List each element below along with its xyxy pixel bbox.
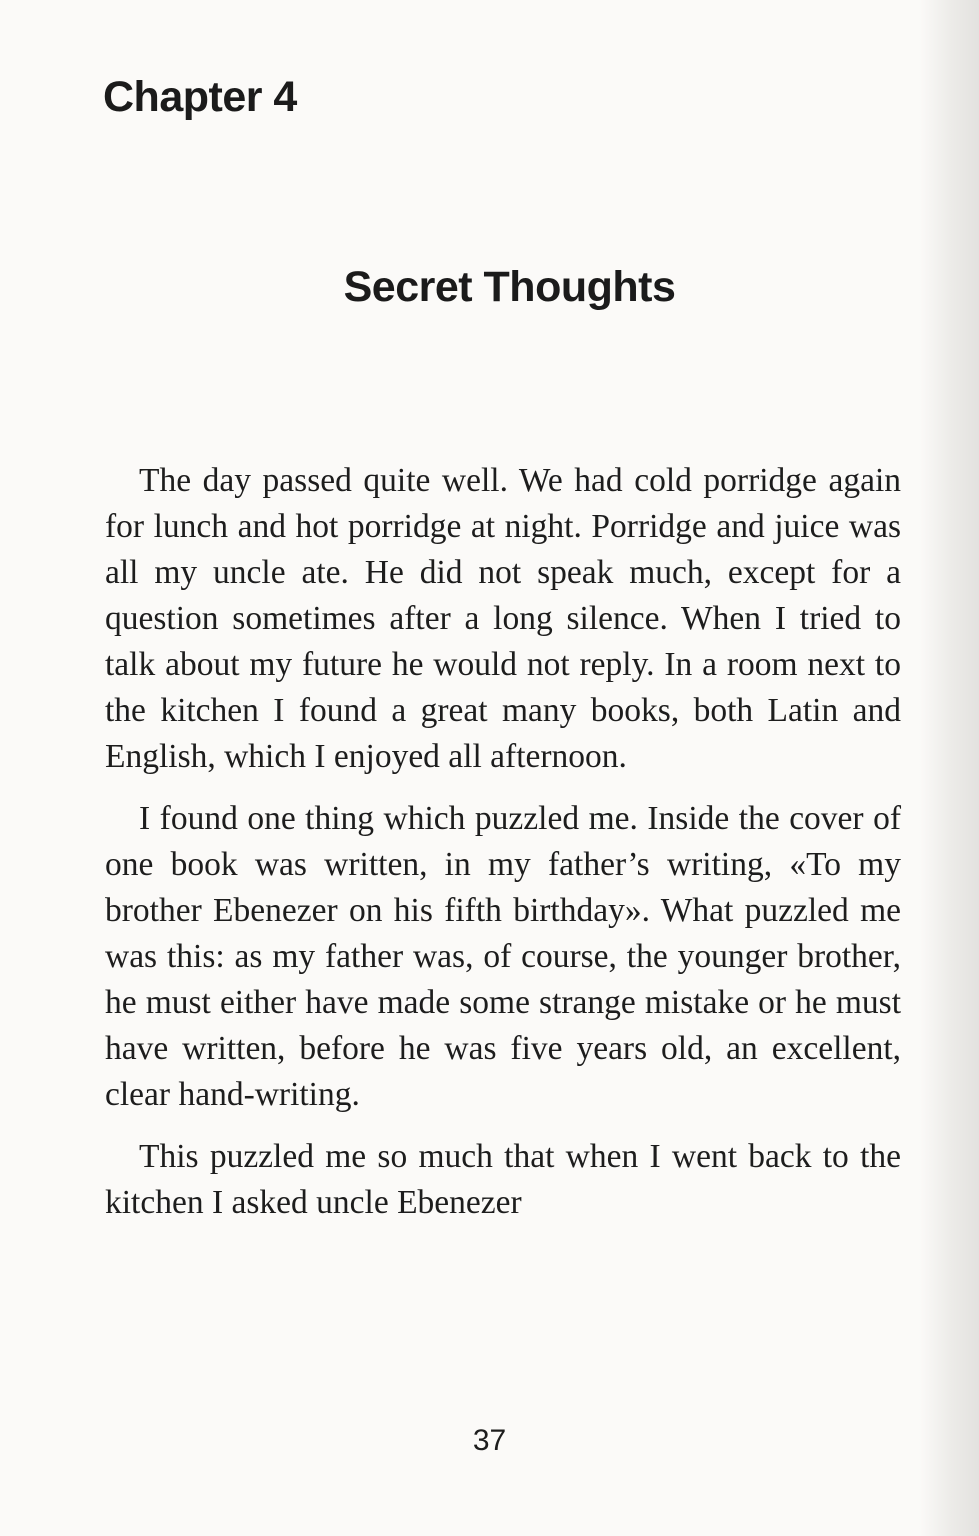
body-text [105,458,901,1242]
chapter-heading: Chapter 4 [103,73,297,121]
paragraph-3: This puzzled me so much that when I went back to the kitchen I asked uncle Ebenezer [105,1138,901,1221]
paragraph-2: I found one thing which puzzled me. Inside the cover of one book was written, in my father’s writing, «To my brother Ebenezer on his fifth birthday». What puzzled me was this: as my father was, of course, the younger brother, he must either have made some strange mistake or he must have written, before he was five years old, an excellent, clear hand-writing. [105,800,901,1113]
chapter-title-text: Secret Thoughts [343,263,676,311]
page-edge-shadow [919,0,979,1536]
page-number: 37 [472,1424,507,1457]
paragraph-1: The day passed quite well. We had cold porridge again for lunch and hot porridge at night. Porridge and juice was all my uncle ate. He did not speak much, except for a question sometimes after a long silence. When I tried to talk about my future he would not reply. In a room next to the kitchen I found a great many books, both Latin and English, which I enjoyed all afternoon. [105,462,901,775]
chapter-title [0,262,979,314]
